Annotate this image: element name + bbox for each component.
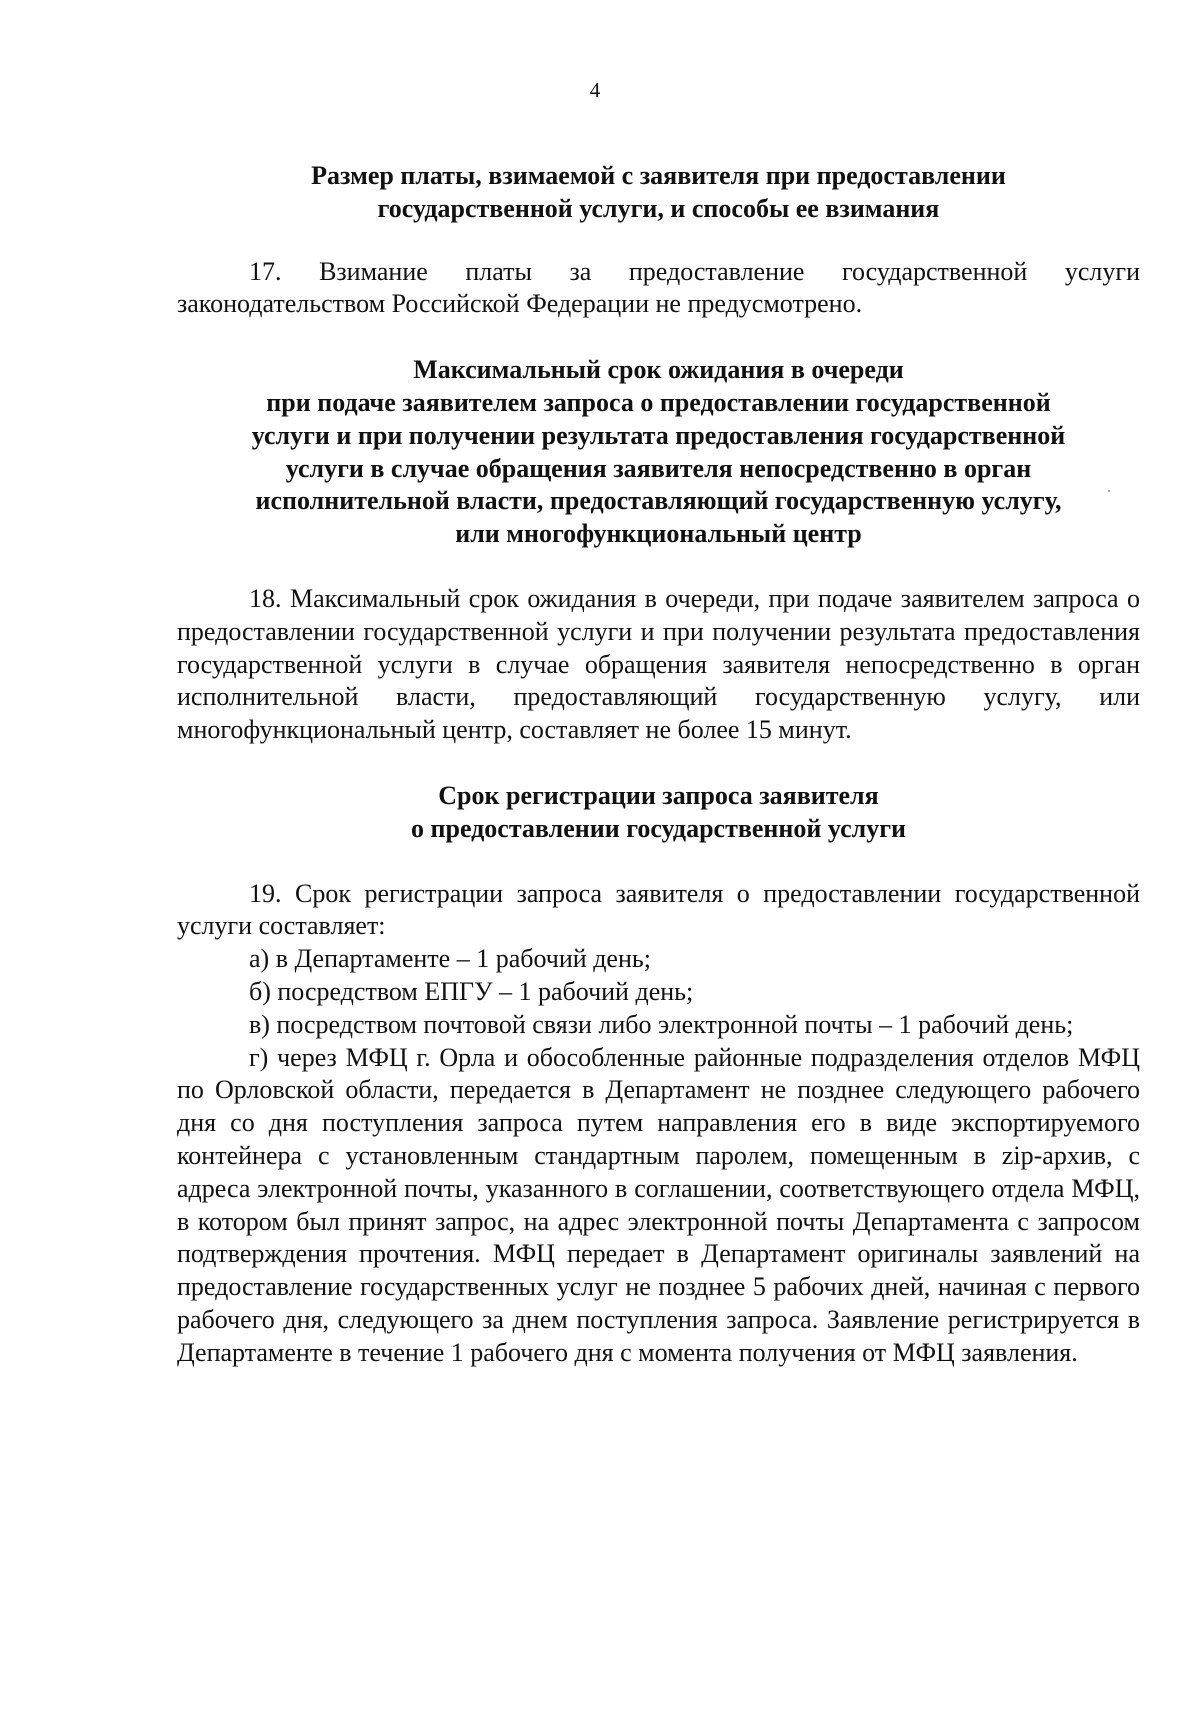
heading-line: или многофункциональный центр [455, 519, 862, 549]
heading-line: услуги в случае обращения заявителя непосредственно в орган [285, 453, 1032, 483]
scan-speck [1108, 490, 1110, 492]
heading-line: Размер платы, взимаемой с заявителя при предоставлении [311, 161, 1006, 190]
list-item-a: а) в Департаменте – 1 рабочий день; [249, 944, 651, 974]
paragraph-17: 17. Взимание платы за предоставление государственной услуги законодательством Российской Федерации не предусмотрено. [177, 256, 1140, 319]
heading-line: Максимальный срок ожидания в очереди [413, 355, 904, 385]
heading-line: исполнительной власти, предоставляющий государственную услугу, [255, 486, 1062, 516]
paragraph-19: 19. Срок регистрации запроса заявителя о предоставлении государственной услуги составляет: [177, 878, 1140, 941]
paragraph-18: 18. Максимальный срок ожидания в очереди, при подаче заявителем запроса о предоставлении государственной услуги и при получении результата предоставления государственной услуги в случае обращения заявителя непосредственно в орган исполнительной власти, предоставляющий государственную услугу, или многофункциональный центр, составляет не более 15 минут. [177, 583, 1140, 745]
heading-line: услуги и при получении результата предоставления государственной [251, 420, 1066, 450]
heading-line: Срок регистрации запроса заявителя [438, 780, 879, 810]
list-item-b: б) посредством ЕПГУ – 1 рабочий день; [249, 976, 694, 1006]
section-heading-fee [177, 160, 1140, 226]
list-item-g: г) через МФЦ г. Орла и обособленные районные подразделения отделов МФЦ по Орловской области, передается в Департамент не позднее следующего рабочего дня со дня поступления запроса путем направления его в виде экспортируемого контейнера с установленным стандартным паролем, помещенным в zip-архив, с адреса электронной почты, указанного в соглашении, соответствующего отдела МФЦ, в котором был принят запрос, на адрес электронной почты Департамента с запросом подтверждения прочтения. МФЦ передает в Департамент оригиналы заявлений на предоставление государственных услуг не позднее 5 рабочих дней, начиная с первого рабочего дня, следующего за днем поступления запроса. Заявление регистрируется в Департаменте в течение 1 рабочего дня с момента получения от МФЦ заявления. [177, 1042, 1140, 1367]
heading-line: при подаче заявителем запроса о предоставлении государственной [266, 387, 1051, 417]
list-item-v: в) посредством почтовой связи либо электронной почты – 1 рабочий день; [249, 1009, 1074, 1039]
page-number: 4 [589, 78, 601, 102]
heading-line: государственной услуги, и способы ее взимания [377, 193, 940, 223]
document-body [177, 160, 1140, 1370]
section-heading-queue-time [177, 354, 1140, 551]
section-heading-registration [177, 780, 1140, 846]
heading-line: о предоставлении государственной услуги [411, 813, 906, 843]
